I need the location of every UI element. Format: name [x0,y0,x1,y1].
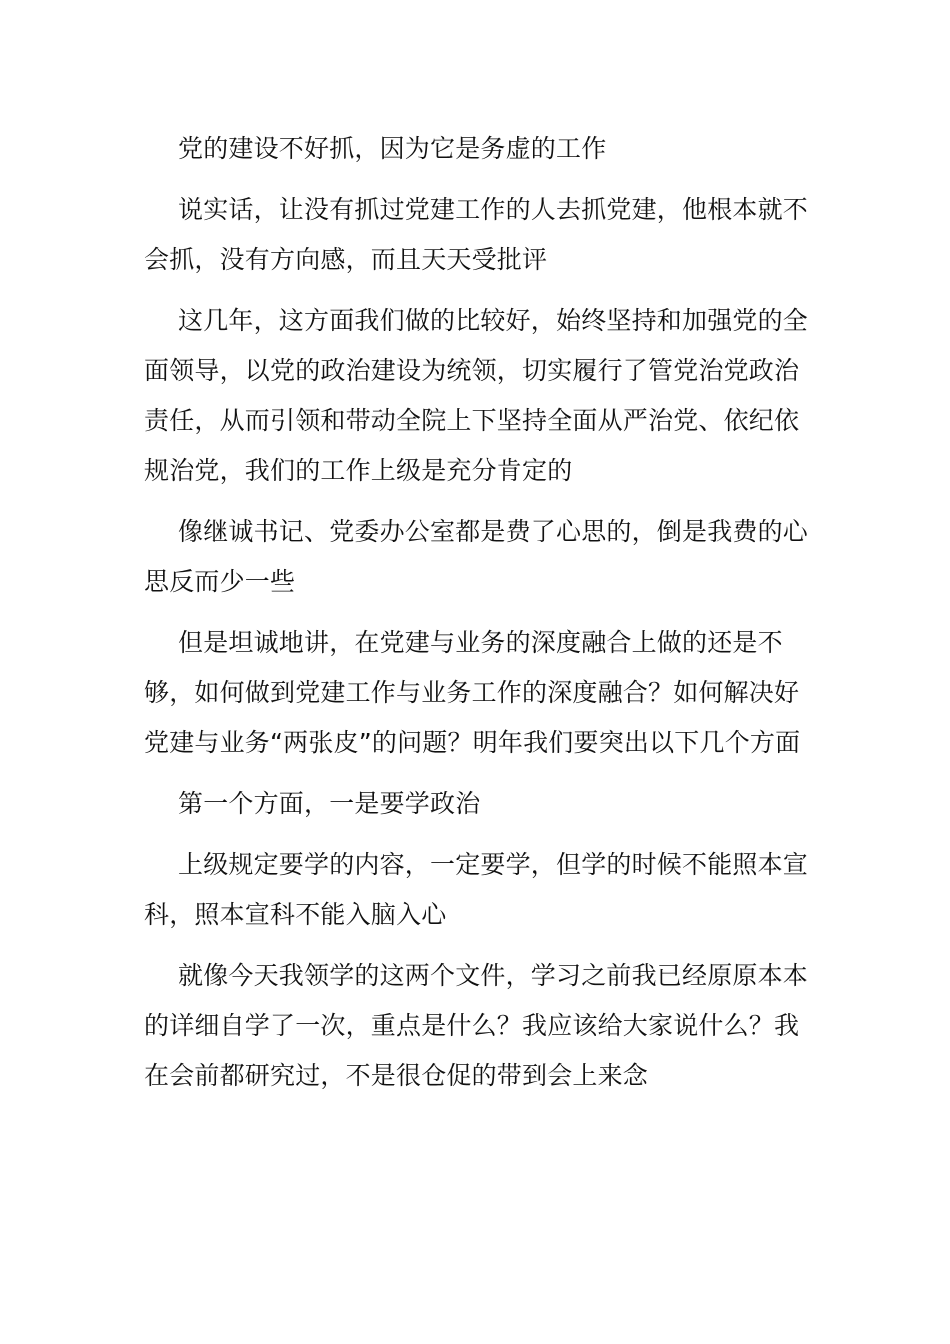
paragraph: 上级规定要学的内容，一定要学，但学的时候不能照本宣科，照本宣科不能入脑入心 [144,850,809,929]
paragraph: 这几年，这方面我们做的比较好，始终坚持和加强党的全面领导，以党的政治建设为统领，切实履行了管党治党政治责任，从而引领和带动全院上下坚持全面从严治党、依纪依规治党，我们的工作上级是充分肯定的 [144,306,809,485]
paragraph: 但是坦诚地讲，在党建与业务的深度融合上做的还是不够，如何做到党建工作与业务工作的深度融合？如何解决好党建与业务“两张皮”的问题？明年我们要突出以下几个方面 [144,628,801,757]
paragraph: 说实话，让没有抓过党建工作的人去抓党建，他根本就不会抓，没有方向感，而且天天受批评 [144,195,809,274]
paragraph: 党的建设不好抓，因为它是务虚的工作 [178,134,607,163]
paragraph: 像继诚书记、党委办公室都是费了心思的，倒是我费的心思反而少一些 [144,517,809,596]
document-page [144,124,810,1112]
paragraph: 第一个方面，一是要学政治 [178,789,481,818]
paragraph: 就像今天我领学的这两个文件，学习之前我已经原原本本的详细自学了一次，重点是什么？我应该给大家说什么？我在会前都研究过，不是很仓促的带到会上来念 [144,961,809,1090]
